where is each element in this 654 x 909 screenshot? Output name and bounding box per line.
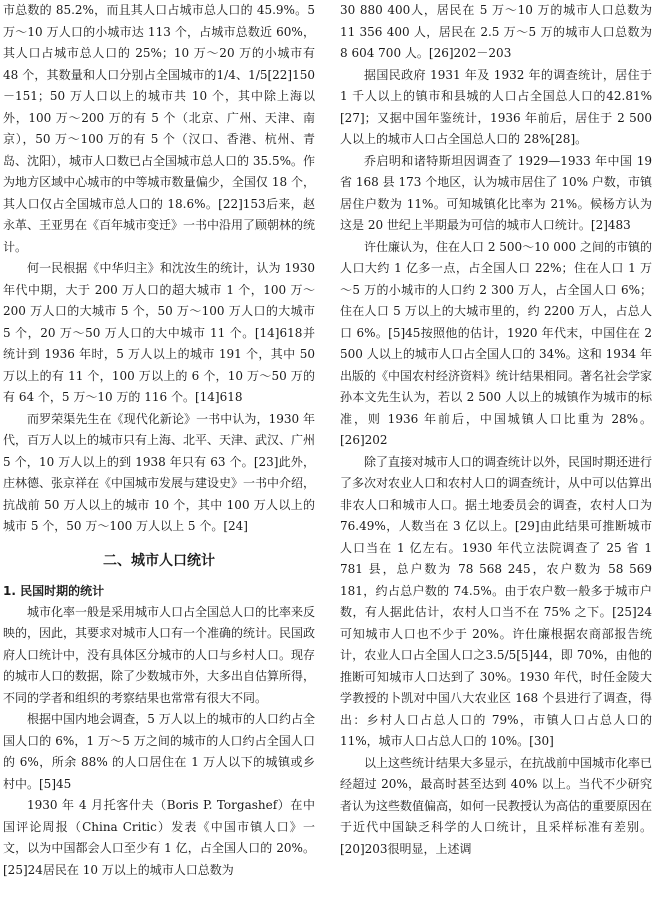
paragraph-he-yimin-statistics: 何一民根据《中华归主》和沈汝生的统计，认为 1930 年代中期，大于 200 万人口的超大城市 1 个，100 万～200 万人口的大城市 5 个，50 万～100 万人口的大城市 5 个，20 万～50 万人口的大中城市 11 个。[14]618并统计到 1936 年时，5 万人以上的城市 191 个，其中 50 万以上的有 11 个，100 万以上的 6 个，10 万～50 万的有 64 个，5 万～10 万的 116 个。[14]618 [3,261,315,404]
paragraph-torgashef-continued: 30 880 400人，居民在 5 万～10 万的城市人口总数为 11 356 400 人，居民在 2.5 万～5 万的城市人口总数为 8 604 700 人。[26]202－203 [340,3,652,60]
paragraph-qiao-qiming-survey: 乔启明和诸特斯坦因调查了 1929—1933 年中国 19 省 168 县 173 个地区，认为城市居住了 10% 户数，市镇居住户数为 11%。可知城镇化比率为 21%。候杨方认为这是 20 世纪上半期最为可信的城市人口统计。[2]483 [340,153,652,232]
paragraph-xu-shilian-estimate: 许仕廉认为，住在人口 2 500～10 000 之间的市镇的人口大约 1 亿多一点，占全国人口 22%；住在人口 1 万～5 万的小城市的人口约 2 300 万人，占全国人口 6%；住在人口 5 万以上的大城市里的，约 2200 万人，占总人口 6%。[5]45按照他的估计，1920 年代末，中国住在 2 500 人以上的城市人口占全国人口的 34%。这和 1934 年出版的《中国农村经济资料》统计结果相同。著名社会学家孙本文先生认为，若以 2 500 人以上的城镇作为城市的标准，则 1936 年前后，中国城镇人口比重为 28%。[26]202 [340,239,652,447]
paragraph-city-size-distribution: 市总数的 85.2%，而且其人口占城市总人口的 45.9%。5 万～10 万人口的小城市达 113 个，占城市总数近 60%，其人口占城市总人口的 25%；10 万～20 万的小城市有 48 个，其数量和人口分别占全国城市的1/4、1/5[22]150－151；50 万人口以上的城市共 10 个，其中除上海以外，100 万～200 万的有 5 个（北京、广州、天津、南京），50 万～100 万的有 5 个（汉口、香港、杭州、青岛、沈阳），城市人口数已占全国城市总人口的 35.5%。作为地方区域中心城市的中等城市数量偏少，全国仅 18 个，其人口仅占全国城市总人口的 18.6%。[22]153后来，赵永革、王亚男在《百年城市变迁》一书中沿用了顾朝林的统计。 [3,3,315,254]
paragraph-china-inland-mission-survey: 根据中国内地会调查，5 万人以上的城市的人口约占全国人口的 6%，1 万～5 万之间的城市的人口约占全国人口的 6%，所余 88% 的人口居住在 1 万人以下的城镇或乡村中。[5]45 [3,712,315,791]
left-column [3,0,315,909]
section-heading: 二、城市人口统计 [103,552,215,569]
paragraph-luo-rongqu-statistics: 而罗荣渠先生在《现代化新论》一书中认为，1930 年代，百万人以上的城市只有上海、北平、天津、武汉、广州 5 个，10 万人以上的到 1938 年只有 63 个。[23]此外，庄林德、张京祥在《中国城市发展与建设史》一书中介绍，抗战前 50 万人以上的城市 10 个，其中 100 万人以上的城市 5 个，50 万～100 万人以上 5 个。[24] [3,411,315,533]
right-column [340,0,652,909]
paragraph-national-government-survey: 据国民政府 1931 年及 1932 年的调查统计，居住于 1 千人以上的镇市和县城的人口占全国总人口的42.81%[27]；又据中国年鉴统计，1936 年前后，居住于 2 500 人以上的城市人口占全国总人口的 28%[28]。 [340,67,652,146]
subsection-heading: 1. 民国时期的统计 [3,583,105,598]
paragraph-urbanization-rate-definition: 城市化率一般是采用城市人口占全国总人口的比率来反映的，因此，其要求对城市人口有一个准确的统计。民国政府人口统计中，没有具体区分城市的人口与乡村人口。现存的城市人口的数据，除了少数城市外，大多出自估算所得，不同的学者和组织的考察结果也常常有很大不同。 [3,604,315,705]
paragraph-torgashef-estimate: 1930 年 4 月托客什夫（Boris P. Torgashef）在中国评论周报（China Critic）发表《中国市镇人口》一文，以为中国都会人口至少有 1 亿，占全国人口的 20%。[25]24居民在 10 万以上的城市人口总数为 [3,798,315,877]
paragraph-agricultural-population-surveys: 除了直接对城市人口的调查统计以外，民国时期还进行了多次对农业人口和农村人口的调查统计，从中可以估算出非农人口和城市人口。据土地委员会的调查，农村人口为 76.49%，人数当在 3 亿以上。[29]由此结果可推断城市人口当在 1 亿左右。1930 年代立法院调查了 25 省 1 781 县，总户数为 78 568 245，农户数为 58 569 181，约占总户数的 74.5%。由于农户数一般多于城市户数，有人据此估计，农村人口当不在 75% 之下。[25]24可知城市人口也不少于 20%。许仕廉根据农商部报告统计，农业人口占全国人口之3.5/5[5]44，即 70%，由他的推断可知城市人口达到了 30%。1930 年代，时任金陵大学教授的卜凯对中国八大农业区 168 个县进行了调查，得出：乡村人口占总人口的 79%，市镇人口占总人口的 11%，城市人口占总人口的 10%。[30] [340,454,652,748]
paragraph-summary-urbanization: 以上这些统计结果大多显示，在抗战前中国城市化率已经超过 20%，最高时甚至达到 40% 以上。当代不少研究者认为这些数值偏高，如何一民教授认为高估的重要原因在于近代中国缺乏科学的人口统计，且采样标准有差别。[20]203很明显，上述调 [340,755,652,856]
